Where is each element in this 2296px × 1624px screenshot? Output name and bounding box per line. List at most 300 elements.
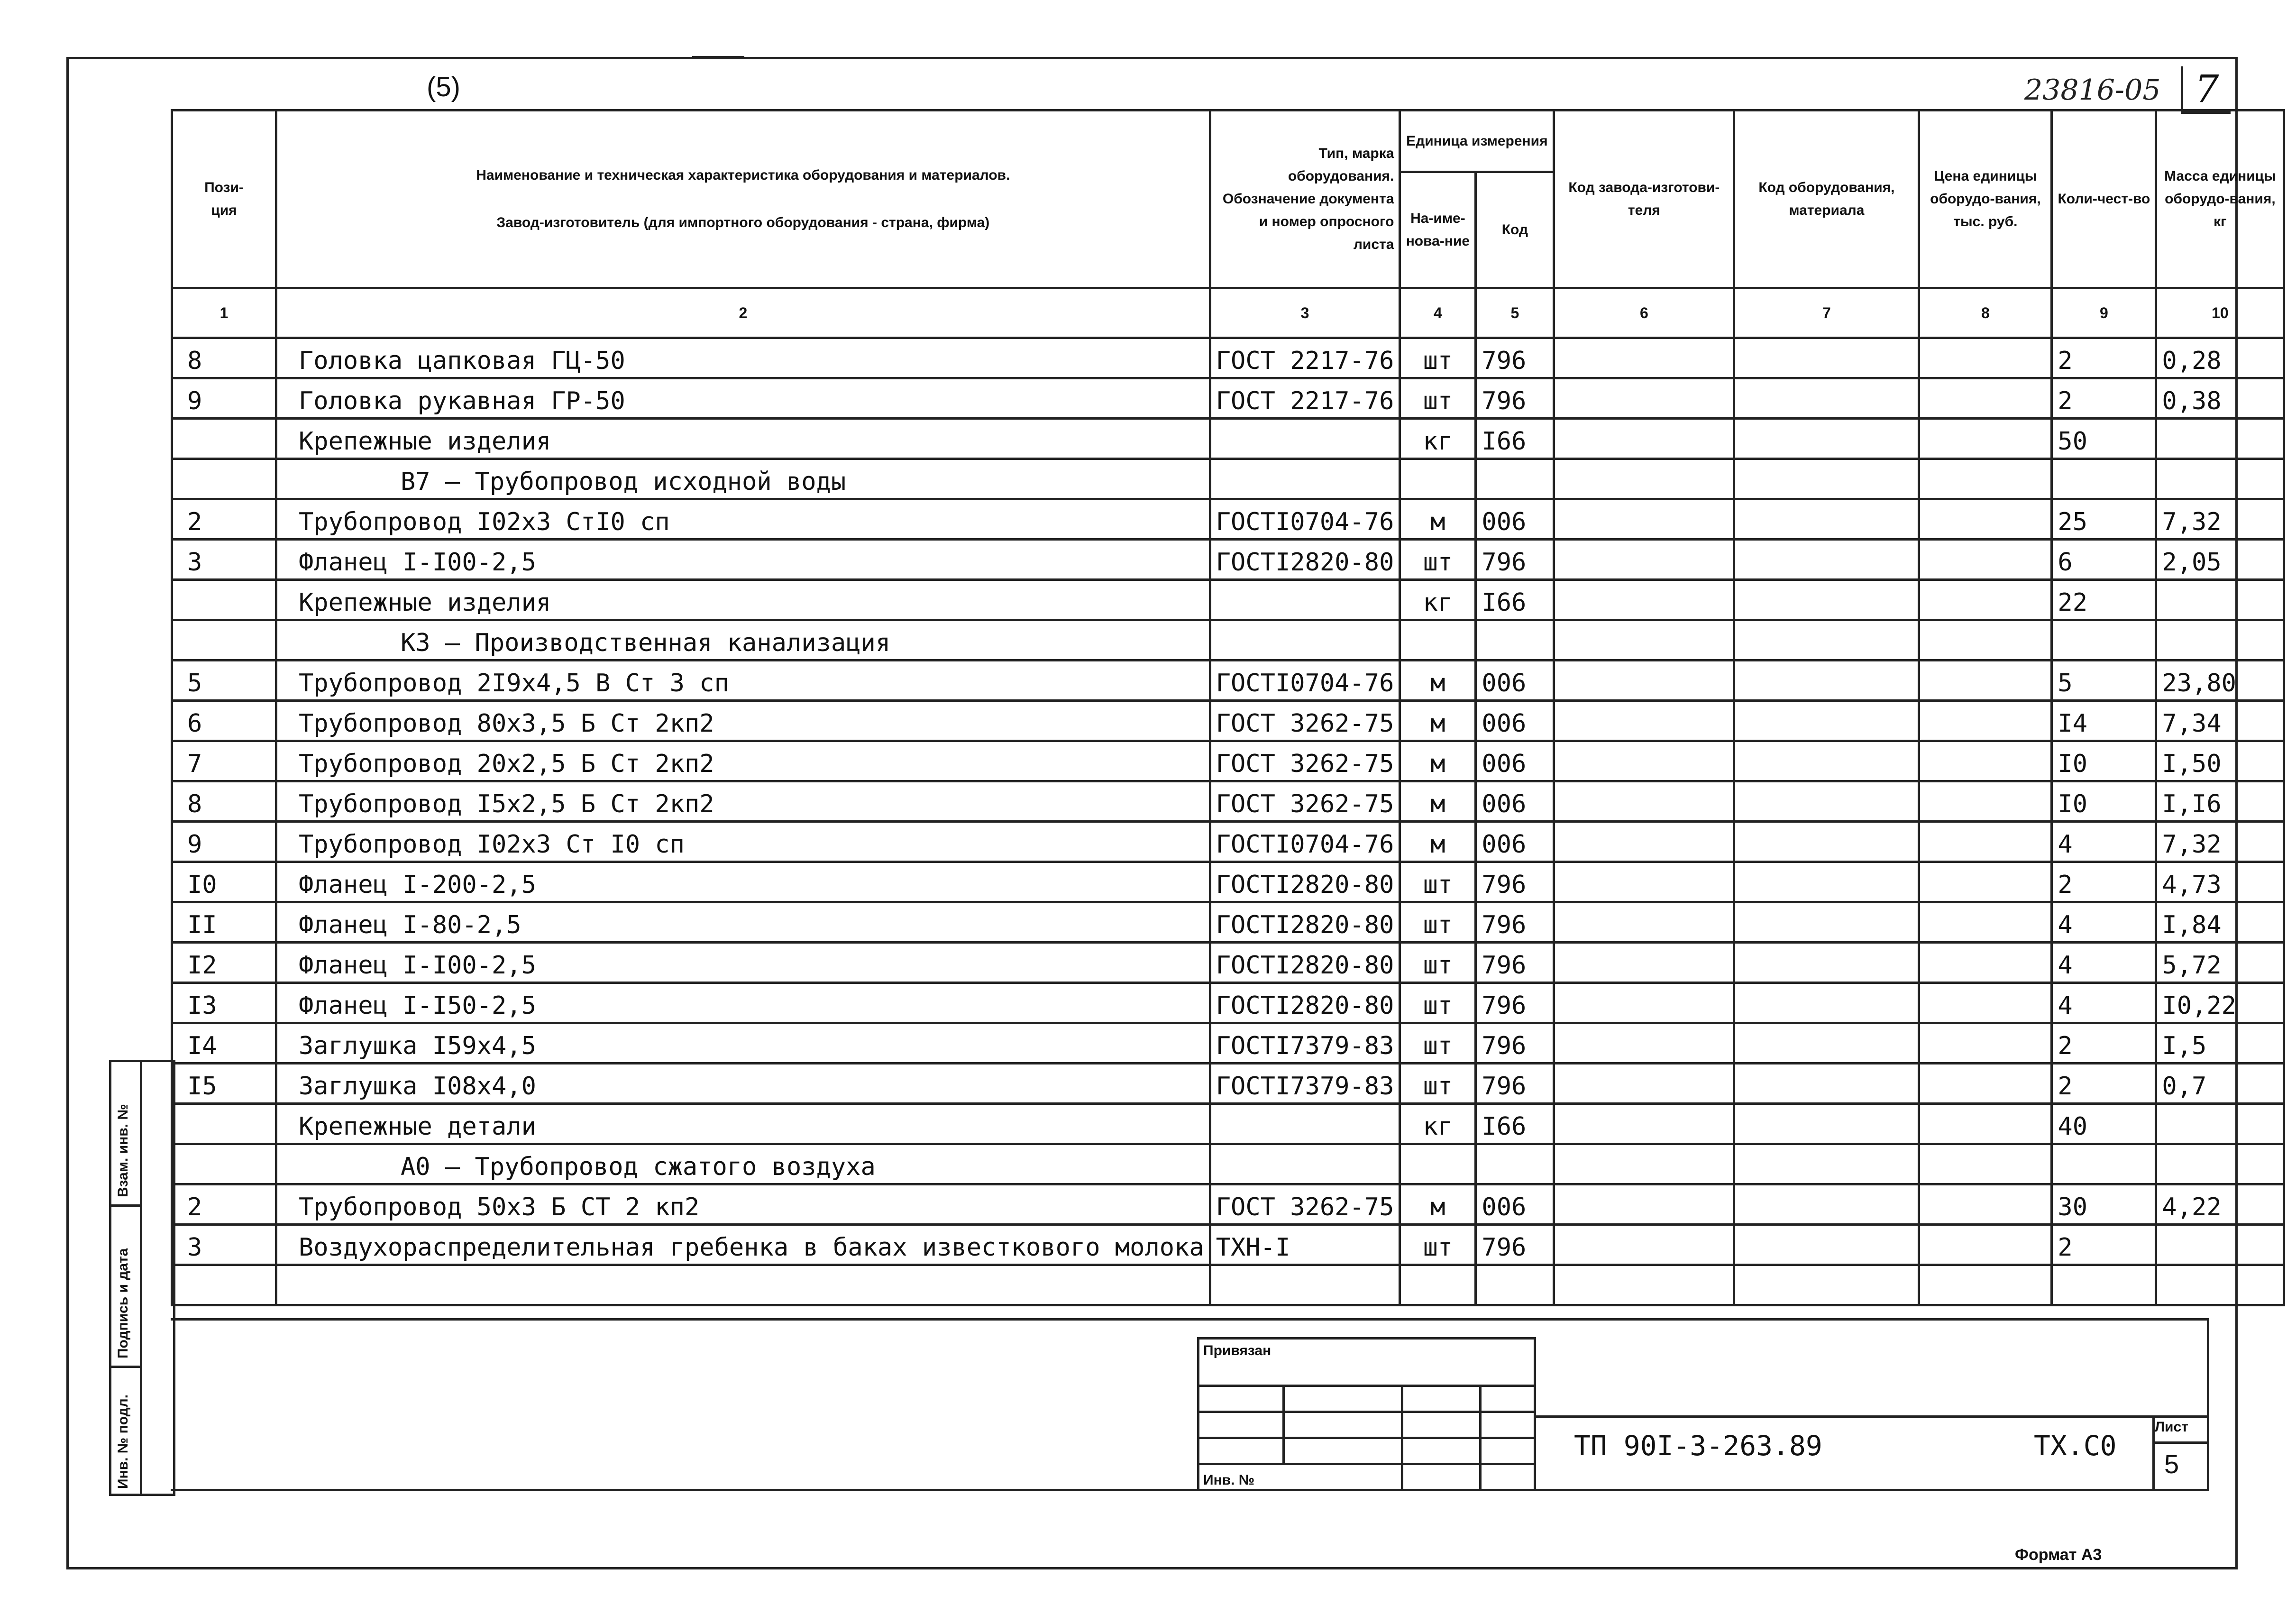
equipment-code-cell	[1734, 459, 1919, 499]
equipment-code-cell	[1734, 1184, 1919, 1225]
name-cell: Крепежные изделия	[276, 419, 1210, 459]
sheet-box-divider	[2152, 1441, 2209, 1444]
mass-cell: I,I6	[2156, 781, 2284, 822]
document-cell: ГОСТI7379-83	[1210, 1023, 1400, 1064]
name-cell: А0 – Трубопровод сжатого воздуха	[276, 1144, 1210, 1184]
quantity-cell: 2	[2052, 862, 2156, 902]
unit-code-cell: I66	[1476, 1104, 1554, 1144]
col-number: 7	[1734, 288, 1919, 338]
price-cell	[1919, 1184, 2052, 1225]
name-cell: Фланец I-I50-2,5	[276, 983, 1210, 1023]
unit-code-cell: 796	[1476, 902, 1554, 943]
format-label: Формат А3	[2015, 1546, 2102, 1564]
quantity-cell	[2052, 620, 2156, 661]
col-header-unit-group: Единица измерения	[1400, 110, 1554, 172]
document-cell	[1210, 620, 1400, 661]
mass-cell	[2156, 1265, 2284, 1305]
col-number: 4	[1400, 288, 1476, 338]
unit-code-cell: 796	[1476, 378, 1554, 419]
unit-name-cell: шт	[1400, 983, 1476, 1023]
unit-name-cell: м	[1400, 661, 1476, 701]
equipment-code-cell	[1734, 781, 1919, 822]
mass-cell: 5,72	[2156, 943, 2284, 983]
table-row	[172, 419, 2284, 459]
specification-table	[171, 109, 2285, 1306]
document-cell: ГОСТI2820-80	[1210, 862, 1400, 902]
name-cell: Трубопровод 50х3 Б СТ 2 кп2	[276, 1184, 1210, 1225]
price-cell	[1919, 1265, 2052, 1305]
position-cell: 9	[172, 822, 276, 862]
unit-name-cell: шт	[1400, 378, 1476, 419]
position-cell: 6	[172, 701, 276, 741]
price-cell	[1919, 1023, 2052, 1064]
col-header-type: Тип, марка оборудования. Обозначение документа и номер опросного листа	[1210, 110, 1400, 288]
side-label-signature: Подпись и дата	[115, 1248, 131, 1358]
factory-code-cell	[1554, 1184, 1734, 1225]
factory-code-cell	[1554, 701, 1734, 741]
side-divider	[111, 1204, 140, 1207]
factory-code-cell	[1554, 983, 1734, 1023]
section-row	[172, 459, 2284, 499]
price-cell	[1919, 338, 2052, 378]
stamp-privyazan-label: Привязан	[1203, 1343, 1271, 1358]
name-cell: Фланец I-I00-2,5	[276, 540, 1210, 580]
price-cell	[1919, 459, 2052, 499]
binding-stamp	[1197, 1337, 1536, 1491]
name-cell: Фланец I-I00-2,5	[276, 943, 1210, 983]
position-cell: 3	[172, 1225, 276, 1265]
table-row	[172, 1225, 2284, 1265]
document-cell: ГОСТ 3262-75	[1210, 781, 1400, 822]
factory-code-cell	[1554, 1023, 1734, 1064]
name-cell: Крепежные детали	[276, 1104, 1210, 1144]
position-cell: 5	[172, 661, 276, 701]
col-number: 10	[2156, 288, 2284, 338]
position-cell: I3	[172, 983, 276, 1023]
equipment-code-cell	[1734, 741, 1919, 781]
col-header-quantity: Коли-чест-во	[2052, 110, 2156, 288]
col-number: 9	[2052, 288, 2156, 338]
table-row	[172, 862, 2284, 902]
document-cell: ГОСТI2820-80	[1210, 902, 1400, 943]
unit-name-cell: кг	[1400, 1104, 1476, 1144]
unit-name-cell: шт	[1400, 1064, 1476, 1104]
price-cell	[1919, 499, 2052, 540]
col-header-mass: Масса единицы оборудо-вания, кг	[2156, 110, 2284, 288]
price-cell	[1919, 1144, 2052, 1184]
document-cell: ГОСТI0704-76	[1210, 499, 1400, 540]
document-cell: ГОСТI7379-83	[1210, 1064, 1400, 1104]
col-number: 5	[1476, 288, 1554, 338]
section-row	[172, 620, 2284, 661]
unit-name-cell: м	[1400, 499, 1476, 540]
quantity-cell: 2	[2052, 1023, 2156, 1064]
mass-cell: 0,7	[2156, 1064, 2284, 1104]
mass-cell: I0,22	[2156, 983, 2284, 1023]
quantity-cell: 4	[2052, 822, 2156, 862]
unit-name-cell	[1400, 1144, 1476, 1184]
archive-code: 23816-05	[2024, 73, 2161, 107]
sheet-number: 5	[2164, 1449, 2179, 1479]
quantity-cell: 6	[2052, 540, 2156, 580]
title-block-right	[2207, 1318, 2209, 1491]
position-cell: 3	[172, 540, 276, 580]
factory-code-cell	[1554, 1265, 1734, 1305]
position-cell: I4	[172, 1023, 276, 1064]
mass-cell	[2156, 459, 2284, 499]
factory-code-cell	[1554, 1064, 1734, 1104]
col-header-name: Наименование и техническая характеристика оборудования и материалов. Завод-изготовитель (для импортного оборудования - страна, фирма)	[276, 110, 1210, 288]
col-number: 3	[1210, 288, 1400, 338]
top-number: (5)	[427, 72, 460, 102]
name-cell: Трубопровод 2I9х4,5 В Ст 3 сп	[276, 661, 1210, 701]
mass-cell: 2,05	[2156, 540, 2284, 580]
equipment-code-cell	[1734, 419, 1919, 459]
name-cell: Трубопровод I5х2,5 Б Ст 2кп2	[276, 781, 1210, 822]
price-cell	[1919, 943, 2052, 983]
equipment-code-cell	[1734, 943, 1919, 983]
quantity-cell: I4	[2052, 701, 2156, 741]
side-divider	[111, 1366, 140, 1368]
position-cell: II	[172, 902, 276, 943]
unit-code-cell: I66	[1476, 580, 1554, 620]
name-cell: Головка цапковая ГЦ-50	[276, 338, 1210, 378]
table-row	[172, 661, 2284, 701]
name-cell: Трубопровод 20х2,5 Б Ст 2кп2	[276, 741, 1210, 781]
unit-code-cell: 796	[1476, 862, 1554, 902]
position-cell	[172, 1144, 276, 1184]
equipment-code-cell	[1734, 1225, 1919, 1265]
unit-name-cell	[1400, 1265, 1476, 1305]
equipment-code-cell	[1734, 378, 1919, 419]
unit-name-cell: шт	[1400, 540, 1476, 580]
factory-code-cell	[1554, 1144, 1734, 1184]
quantity-cell: 5	[2052, 661, 2156, 701]
mass-cell: 0,38	[2156, 378, 2284, 419]
mass-cell	[2156, 580, 2284, 620]
mass-cell: 0,28	[2156, 338, 2284, 378]
name-cell: Трубопровод I02х3 Ст I0 сп	[276, 822, 1210, 862]
document-cell	[1210, 580, 1400, 620]
name-cell: Заглушка I59х4,5	[276, 1023, 1210, 1064]
factory-code-cell	[1554, 741, 1734, 781]
unit-code-cell: 006	[1476, 741, 1554, 781]
quantity-cell: 2	[2052, 1225, 2156, 1265]
document-cell: ГОСТI2820-80	[1210, 540, 1400, 580]
position-cell: I0	[172, 862, 276, 902]
quantity-cell: 22	[2052, 580, 2156, 620]
position-cell: I2	[172, 943, 276, 983]
document-cell: ГОСТI2820-80	[1210, 943, 1400, 983]
col-header-position: Пози- ция	[172, 110, 276, 288]
col-number: 8	[1919, 288, 2052, 338]
unit-name-cell: кг	[1400, 419, 1476, 459]
position-cell	[172, 580, 276, 620]
mass-cell: 4,73	[2156, 862, 2284, 902]
unit-name-cell: шт	[1400, 1225, 1476, 1265]
table-row	[172, 1023, 2284, 1064]
quantity-cell: I0	[2052, 741, 2156, 781]
unit-name-cell: кг	[1400, 580, 1476, 620]
equipment-code-cell	[1734, 1265, 1919, 1305]
name-cell	[276, 1265, 1210, 1305]
unit-name-cell: шт	[1400, 1023, 1476, 1064]
unit-name-cell: шт	[1400, 943, 1476, 983]
title-block-top	[171, 1318, 2209, 1321]
unit-code-cell: 796	[1476, 540, 1554, 580]
mass-cell	[2156, 1225, 2284, 1265]
table-row	[172, 540, 2284, 580]
factory-code-cell	[1554, 943, 1734, 983]
unit-name-cell: м	[1400, 822, 1476, 862]
name-cell: Головка рукавная ГР-50	[276, 378, 1210, 419]
table-row	[172, 701, 2284, 741]
unit-code-cell: 796	[1476, 1023, 1554, 1064]
mass-cell: 7,32	[2156, 822, 2284, 862]
quantity-cell	[2052, 1144, 2156, 1184]
equipment-code-cell	[1734, 701, 1919, 741]
equipment-code-cell	[1734, 1064, 1919, 1104]
unit-code-cell: 796	[1476, 983, 1554, 1023]
table-row	[172, 781, 2284, 822]
quantity-cell: 2	[2052, 1064, 2156, 1104]
unit-code-cell: 796	[1476, 943, 1554, 983]
name-cell: Крепежные изделия	[276, 580, 1210, 620]
document-cell: ГОСТ 3262-75	[1210, 741, 1400, 781]
unit-name-cell	[1400, 459, 1476, 499]
equipment-code-cell	[1734, 1144, 1919, 1184]
price-cell	[1919, 862, 2052, 902]
factory-code-cell	[1554, 902, 1734, 943]
unit-code-cell: 006	[1476, 661, 1554, 701]
table-row	[172, 580, 2284, 620]
name-cell: К3 – Производственная канализация	[276, 620, 1210, 661]
mass-cell: 7,32	[2156, 499, 2284, 540]
name-cell: Заглушка I08х4,0	[276, 1064, 1210, 1104]
position-cell: I5	[172, 1064, 276, 1104]
equipment-code-cell	[1734, 620, 1919, 661]
name-cell: Фланец I-200-2,5	[276, 862, 1210, 902]
unit-name-cell: м	[1400, 741, 1476, 781]
factory-code-cell	[1554, 862, 1734, 902]
col-number: 6	[1554, 288, 1734, 338]
factory-code-cell	[1554, 499, 1734, 540]
name-cell: Трубопровод I02х3 СтI0 сп	[276, 499, 1210, 540]
mass-cell	[2156, 419, 2284, 459]
document-cell: ГОСТ 2217-76	[1210, 378, 1400, 419]
factory-code-cell	[1554, 419, 1734, 459]
position-cell: 8	[172, 338, 276, 378]
col-number: 2	[276, 288, 1210, 338]
unit-name-cell	[1400, 620, 1476, 661]
document-cell: ГОСТ 2217-76	[1210, 338, 1400, 378]
document-cell	[1210, 1265, 1400, 1305]
side-divider	[140, 1062, 142, 1494]
col-header-factory-code: Код завода-изготови-теля	[1554, 110, 1734, 288]
col-header-unit-code: Код	[1476, 172, 1554, 288]
document-cell: ГОСТI2820-80	[1210, 983, 1400, 1023]
table-row	[172, 378, 2284, 419]
equipment-code-cell	[1734, 338, 1919, 378]
table-row	[172, 741, 2284, 781]
mass-cell: 7,34	[2156, 701, 2284, 741]
top-mark	[692, 56, 744, 59]
quantity-cell: 30	[2052, 1184, 2156, 1225]
unit-code-cell	[1476, 620, 1554, 661]
unit-code-cell: I66	[1476, 419, 1554, 459]
unit-code-cell	[1476, 459, 1554, 499]
price-cell	[1919, 661, 2052, 701]
unit-code-cell: 006	[1476, 822, 1554, 862]
section-code: ТХ.С0	[2034, 1430, 2117, 1462]
price-cell	[1919, 741, 2052, 781]
unit-name-cell: м	[1400, 701, 1476, 741]
section-row	[172, 1144, 2284, 1184]
price-cell	[1919, 701, 2052, 741]
factory-code-cell	[1554, 338, 1734, 378]
position-cell	[172, 620, 276, 661]
price-cell	[1919, 902, 2052, 943]
document-cell: ГОСТ 3262-75	[1210, 701, 1400, 741]
side-stamp-strip	[109, 1060, 175, 1496]
position-cell: 8	[172, 781, 276, 822]
col-header-unit-name: На-име-нова-ние	[1400, 172, 1476, 288]
col-header-equipment-code: Код оборудования, материала	[1734, 110, 1919, 288]
price-cell	[1919, 620, 2052, 661]
equipment-code-cell	[1734, 661, 1919, 701]
stamp-inventory-label: Инв. №	[1203, 1472, 1255, 1488]
equipment-code-cell	[1734, 822, 1919, 862]
price-cell	[1919, 822, 2052, 862]
table-row	[172, 338, 2284, 378]
mass-cell: I,50	[2156, 741, 2284, 781]
price-cell	[1919, 1064, 2052, 1104]
quantity-cell: 4	[2052, 983, 2156, 1023]
quantity-cell: 40	[2052, 1104, 2156, 1144]
name-cell: Трубопровод 80х3,5 Б Ст 2кп2	[276, 701, 1210, 741]
mass-cell	[2156, 1144, 2284, 1184]
position-cell: 2	[172, 1184, 276, 1225]
position-cell: 2	[172, 499, 276, 540]
unit-name-cell: м	[1400, 781, 1476, 822]
unit-name-cell: шт	[1400, 902, 1476, 943]
unit-name-cell: шт	[1400, 338, 1476, 378]
document-cell: ГОСТI0704-76	[1210, 661, 1400, 701]
price-cell	[1919, 1104, 2052, 1144]
document-cell	[1210, 459, 1400, 499]
unit-code-cell: 006	[1476, 701, 1554, 741]
equipment-code-cell	[1734, 862, 1919, 902]
quantity-cell: 2	[2052, 378, 2156, 419]
document-designation: ТП 90I-3-263.89	[1574, 1430, 1822, 1462]
table-row	[172, 902, 2284, 943]
quantity-cell: I0	[2052, 781, 2156, 822]
factory-code-cell	[1554, 378, 1734, 419]
price-cell	[1919, 1225, 2052, 1265]
position-cell	[172, 419, 276, 459]
name-cell: В7 – Трубопровод исходной воды	[276, 459, 1210, 499]
unit-name-cell: шт	[1400, 862, 1476, 902]
table-row	[172, 983, 2284, 1023]
equipment-code-cell	[1734, 1023, 1919, 1064]
quantity-cell: 25	[2052, 499, 2156, 540]
document-cell: ТХН-I	[1210, 1225, 1400, 1265]
factory-code-cell	[1554, 620, 1734, 661]
mass-cell: 4,22	[2156, 1184, 2284, 1225]
side-label-replacement: Взам. инв. №	[115, 1104, 131, 1197]
factory-code-cell	[1554, 781, 1734, 822]
mass-cell	[2156, 1104, 2284, 1144]
price-cell	[1919, 378, 2052, 419]
document-cell: ГОСТ 3262-75	[1210, 1184, 1400, 1225]
mass-cell: I,84	[2156, 902, 2284, 943]
equipment-code-cell	[1734, 580, 1919, 620]
unit-code-cell: 796	[1476, 1225, 1554, 1265]
price-cell	[1919, 419, 2052, 459]
position-cell	[172, 1104, 276, 1144]
table-row	[172, 1265, 2284, 1305]
unit-code-cell: 006	[1476, 1184, 1554, 1225]
table-row	[172, 1184, 2284, 1225]
position-cell: 9	[172, 378, 276, 419]
factory-code-cell	[1554, 1225, 1734, 1265]
name-cell: Воздухораспределительная гребенка в баках известкового молока	[276, 1225, 1210, 1265]
quantity-cell: 2	[2052, 338, 2156, 378]
mass-cell: 23,80	[2156, 661, 2284, 701]
equipment-code-cell	[1734, 902, 1919, 943]
name-cell: Фланец I-80-2,5	[276, 902, 1210, 943]
document-cell	[1210, 1144, 1400, 1184]
factory-code-cell	[1554, 661, 1734, 701]
unit-code-cell	[1476, 1144, 1554, 1184]
factory-code-cell	[1554, 459, 1734, 499]
quantity-cell: 4	[2052, 943, 2156, 983]
quantity-cell: 50	[2052, 419, 2156, 459]
col-header-price: Цена единицы оборудо-вания, тыс. руб.	[1919, 110, 2052, 288]
position-cell: 7	[172, 741, 276, 781]
factory-code-cell	[1554, 540, 1734, 580]
mass-cell	[2156, 620, 2284, 661]
col-number: 1	[172, 288, 276, 338]
table-row	[172, 1104, 2284, 1144]
mass-cell: I,5	[2156, 1023, 2284, 1064]
unit-code-cell	[1476, 1265, 1554, 1305]
price-cell	[1919, 983, 2052, 1023]
equipment-code-cell	[1734, 499, 1919, 540]
equipment-code-cell	[1734, 540, 1919, 580]
unit-code-cell: 796	[1476, 1064, 1554, 1104]
document-cell: ГОСТI0704-76	[1210, 822, 1400, 862]
quantity-cell	[2052, 1265, 2156, 1305]
sheet-label: Лист	[2155, 1419, 2188, 1435]
unit-name-cell: м	[1400, 1184, 1476, 1225]
title-block-mid	[1536, 1415, 2209, 1418]
unit-code-cell: 006	[1476, 781, 1554, 822]
equipment-code-cell	[1734, 1104, 1919, 1144]
price-cell	[1919, 781, 2052, 822]
document-cell	[1210, 419, 1400, 459]
table-row	[172, 822, 2284, 862]
table-row	[172, 499, 2284, 540]
factory-code-cell	[1554, 822, 1734, 862]
price-cell	[1919, 580, 2052, 620]
position-cell	[172, 1265, 276, 1305]
table-row	[172, 943, 2284, 983]
quantity-cell	[2052, 459, 2156, 499]
title-block-bottom	[171, 1489, 2209, 1491]
unit-code-cell: 006	[1476, 499, 1554, 540]
equipment-code-cell	[1734, 983, 1919, 1023]
